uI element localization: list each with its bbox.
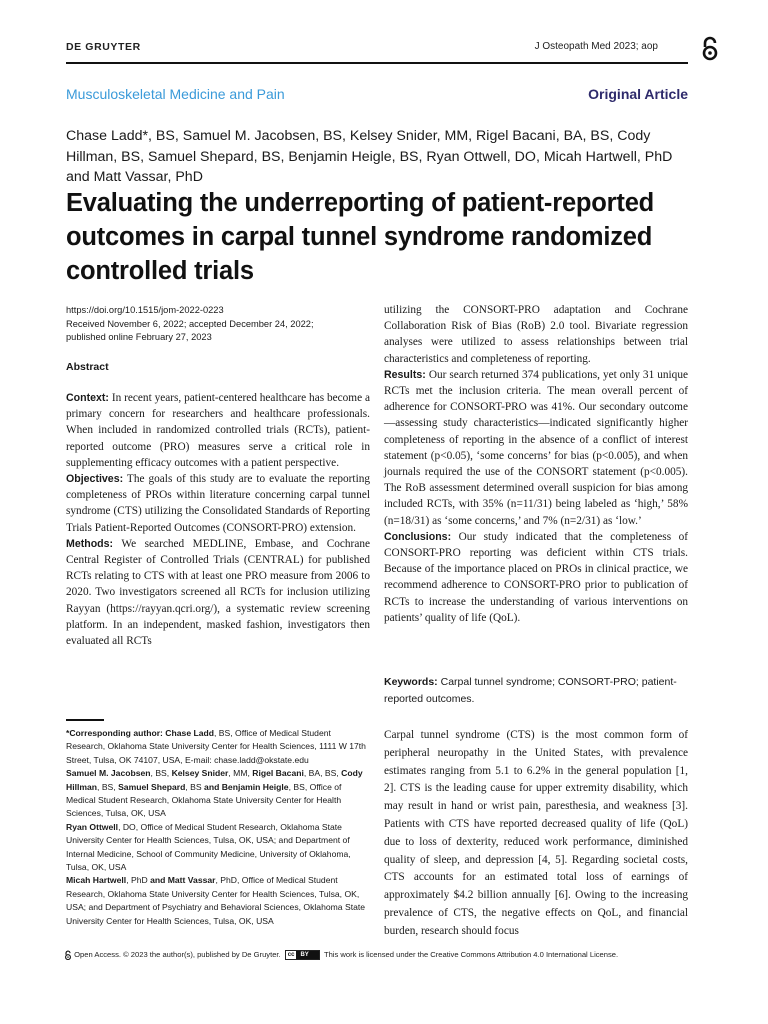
keywords <box>384 674 688 707</box>
abstract-objectives <box>66 471 370 536</box>
footnote-text: , MM, <box>228 768 253 779</box>
abstract-left-column <box>66 390 370 649</box>
published-date: published online February 27, 2023 <box>66 332 212 342</box>
conclusions-text: Our study indicated that the completeness of CONSORT-PRO reporting was deficient within CTS trials. Because of the importance placed on PROs in clinical practice, we recommend adherence to CONSORT-PRO prior to publication of RCTs to increase the understanding of various interventions on patients’ quality of life (QoL). <box>384 530 688 624</box>
license-text-open-access: Open Access. © 2023 the author(s), published by De Gruyter. <box>74 950 281 959</box>
footnote-bold: Samuel Shepard <box>118 781 186 792</box>
conclusions-label: Conclusions: <box>384 530 452 543</box>
abstract-methods <box>66 536 370 649</box>
open-access-icon <box>64 950 72 961</box>
author-footnotes <box>66 727 372 928</box>
results-text: Our search returned 374 publications, yet only 31 unique RCTs met the inclusion criteria. The mean overall percent of adherence for CONSORT-PRO was 41%. Our secondary outcome—assessing study characteristics—indicated significantly higher completeness of reporting in the absence of a conflict of interest statement (p<0.05), ‘some concerns’ for bias (p<0.005), and when journals required the use of the CONSORT statement (p<0.005). The RoB assessment determined overall suspicion for bias among included RCTs, with 35% (n=11/31) being labeled as ‘high,’ 58% (n=18/31) as ‘some concerns,’ and 7% (n=2/31) as ‘low.’ <box>384 368 688 527</box>
objectives-text: The goals of this study are to evaluate the reporting completeness of PROs within literature concerning carpal tunnel syndrome (CTS) utilizing the Consolidated Standards of Reporting Trials Patient-Reported Outcomes (CONSORT-PRO) extension. <box>66 473 370 534</box>
footnote-bold: and Benjamin Heigle <box>204 781 289 792</box>
footnote-text: , DO, Office of Medical Student Research, Oklahoma State University Center for Health Sciences, Tulsa, OK, USA; and Department of Internal Medicine, School of Community Medicine, University of Oklahoma, Tulsa, OK, USA <box>66 821 351 873</box>
footnote-rule <box>66 719 104 721</box>
methods-text: We searched MEDLINE, Embase, and Cochrane Central Register of Controlled Trials (CENTRAL) for published RCTs relating to CTS with at least one PRO measure from 2006 to 2020. Two investigators screened all RCTs for inclusion utilizing Rayyan (https://rayyan.qcri.org/), a systematic review screening platform. In an independent, masked fashion, investigators then evaluated all RCTs <box>66 537 370 648</box>
license-line <box>64 949 704 963</box>
results-label: Results: <box>384 368 426 381</box>
footnote-text: , BS, <box>97 781 119 792</box>
footnote-bold: *Corresponding author: Chase Ladd <box>66 728 215 738</box>
open-access-icon <box>700 36 720 62</box>
context-text: In recent years, patient-centered healthcare has become a primary concern for researchers and healthcare professionals. When included in randomized controlled trials (RCTs), patient-reported outcome (PRO) measures serve a critical role in supplementing efficacy outcomes with a patient perspective. <box>66 392 370 469</box>
footnote-text: , PhD, Office of Medical Student Research, Oklahoma State University Center for Health Sciences, Tulsa, OK, USA; and Department of Psychiatry and Behavioral Sciences, Oklahoma State University Center for Health Sciences, Tulsa, OK, USA <box>66 875 366 926</box>
license-text-cc: This work is licensed under the Creative Commons Attribution 4.0 International License. <box>323 950 619 959</box>
footnote-text: , BS, <box>150 768 172 779</box>
context-label: Context: <box>66 392 109 404</box>
journal-citation: J Osteopath Med 2023; aop <box>534 41 658 52</box>
received-dates: Received November 6, 2022; accepted December 24, 2022; <box>66 318 314 329</box>
header-rule <box>66 62 688 64</box>
footnote-hartwell-vassar <box>66 874 372 928</box>
abstract-conclusions <box>384 529 688 626</box>
abstract-results <box>384 367 688 529</box>
footnote-bold: Ryan Ottwell <box>66 821 119 832</box>
doi-link[interactable]: https://doi.org/10.1515/jom-2022-0223 <box>66 305 224 315</box>
footnote-corresponding <box>66 727 372 767</box>
cc-label: cc <box>287 952 295 958</box>
footnote-bold: Micah Hartwell <box>66 875 127 886</box>
article-meta <box>66 304 366 345</box>
by-label: BY <box>296 951 318 959</box>
cc-by-badge-icon[interactable] <box>285 950 320 960</box>
abstract-context <box>66 390 370 471</box>
footnote-bold: Rigel Bacani <box>252 768 304 779</box>
abstract-right-column <box>384 302 688 626</box>
footnote-bold: and Matt Vassar <box>150 875 216 886</box>
footnote-ottwell <box>66 821 372 875</box>
article-title: Evaluating the underreporting of patient-reported outcomes in carpal tunnel syndrome randomized controlled trials <box>66 189 655 285</box>
footnote-bold: Kelsey Snider <box>171 768 229 779</box>
footnote-text: , PhD <box>126 875 151 886</box>
footnote-text: , BS, Office of Medical Student Research, Oklahoma State University Center for Health Sciences, 1111 W 17th Street, Tulsa, OK 74107, USA, E-mail: chase.ladd@okstate.edu <box>66 728 366 765</box>
author-list: Chase Ladd*, BS, Samuel M. Jacobsen, BS, Kelsey Snider, MM, Rigel Bacani, BA, BS, Cody Hillman, BS, Samuel Shepard, BS, Benjamin Heigle, BS, Ryan Ottwell, DO, Micah Hartwell, PhD and Matt Vassar, PhD <box>66 128 673 185</box>
footnote-bold: Samuel M. Jacobsen <box>66 768 151 779</box>
abstract-heading: Abstract <box>66 361 109 373</box>
footnote-bold: Cody Hillman <box>66 768 363 792</box>
footnote-students <box>66 767 372 821</box>
objectives-label: Objectives: <box>66 473 124 486</box>
footnote-text: , BA, BS, <box>303 768 342 779</box>
footnote-text: , BS, Office of Medical Student Research, Oklahoma State University Center for Health Sciences, Tulsa, OK, USA <box>66 781 342 819</box>
methods-continued: utilizing the CONSORT-PRO adaptation and Cochrane Collaboration Risk of Bias (RoB) 2.0 tool. Bivariate regression analyses were utilized to assess relationships between trial characteristics and completeness of reporting. <box>384 304 688 365</box>
article-type: Original Article <box>588 86 688 102</box>
footnote-text: , BS <box>185 781 205 792</box>
keywords-text: Carpal tunnel syndrome; CONSORT-PRO; patient-reported outcomes. <box>384 676 677 705</box>
keywords-label: Keywords: <box>384 676 438 688</box>
methods-label: Methods: <box>66 537 114 550</box>
publisher-name: DE GRUYTER <box>66 41 141 53</box>
section-label: Musculoskeletal Medicine and Pain <box>66 86 285 102</box>
introduction-text: Carpal tunnel syndrome (CTS) is the most common form of peripheral neuropathy in the United States, with prevalence estimates ranging from 5.1 to 6.2% in the general population [1, 2]. CTS is the leading cause for upper extremity disability, which may result in hand or wrist pain, paresthesia, and weakness [3]. Patients with CTS have reported decreased quality of life (QoL) due to loss of dexterity, reduced work performance, diminished quality of sleep, and depression [4, 5]. Regarding societal costs, CTS accounts for an estimated total loss of earnings of approximately $4.2 billion annually [6]. Owing to the increasing prevalence of CTS, the negative effects on QoL, and financial burden, research should focus <box>384 729 688 937</box>
